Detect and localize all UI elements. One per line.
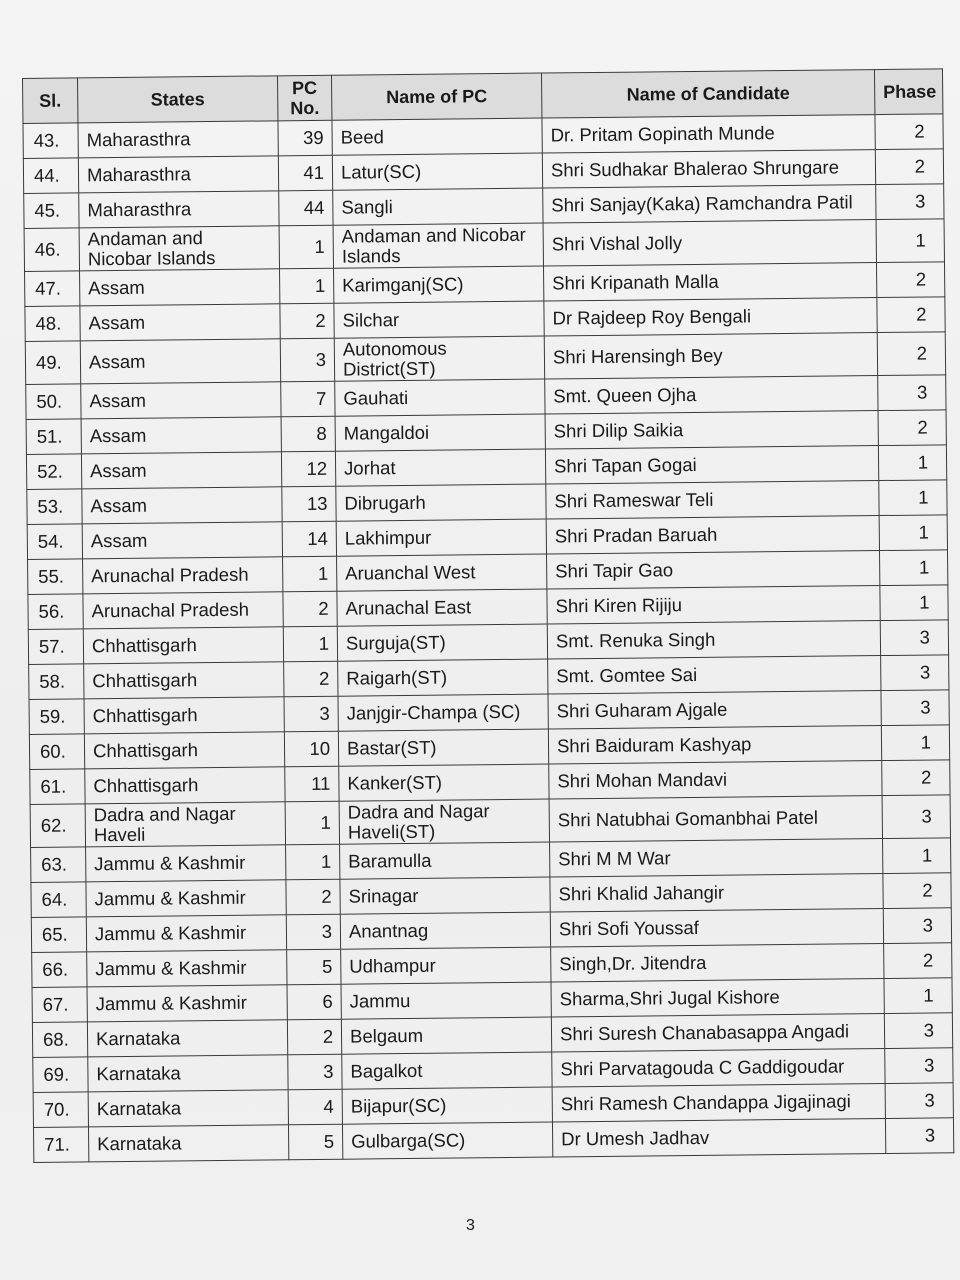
cell-sl: 47. (25, 271, 80, 307)
cell-phase: 3 (878, 375, 946, 411)
cell-pc-no: 10 (284, 731, 338, 767)
cell-candidate: Shri Rameswar Teli (546, 481, 879, 519)
cell-phase: 3 (880, 620, 948, 656)
cell-pc-name: Latur(SC) (332, 153, 542, 190)
cell-phase: 3 (881, 655, 949, 691)
cell-state: Assam (80, 339, 280, 384)
cell-sl: 68. (32, 1022, 87, 1058)
cell-state: Assam (81, 417, 281, 454)
cell-sl: 54. (27, 524, 82, 560)
cell-pc-no: 39 (278, 120, 332, 156)
cell-pc-name: Mangaldoi (335, 414, 545, 451)
cell-phase: 1 (880, 585, 948, 621)
cell-state: Chhattisgarh (84, 732, 284, 769)
cell-state: Chhattisgarh (85, 767, 285, 804)
cell-pc-name: Kanker(ST) (339, 764, 549, 801)
cell-pc-no: 2 (280, 303, 334, 339)
cell-sl: 65. (31, 917, 86, 953)
cell-sl: 51. (26, 419, 81, 455)
cell-phase: 1 (878, 445, 946, 481)
header-states: States (78, 76, 278, 123)
cell-state: Maharasthra (78, 156, 278, 193)
cell-phase: 1 (881, 725, 949, 761)
cell-pc-name: Sangli (333, 188, 543, 225)
cell-pc-name: Gulbarga(SC) (342, 1122, 552, 1159)
cell-pc-no: 3 (280, 338, 334, 382)
cell-state: Assam (82, 522, 282, 559)
cell-state: Karnataka (88, 1055, 288, 1092)
cell-pc-no: 44 (279, 190, 333, 226)
cell-sl: 63. (31, 847, 86, 883)
cell-phase: 3 (885, 1118, 953, 1154)
cell-pc-no: 4 (288, 1089, 342, 1125)
cell-pc-no: 11 (285, 766, 339, 802)
cell-candidate: Shri Sofi Youssaf (550, 909, 883, 947)
cell-sl: 46. (24, 228, 79, 272)
cell-phase: 2 (875, 149, 943, 185)
cell-state: Karnataka (87, 1020, 287, 1057)
cell-pc-no: 1 (283, 556, 337, 592)
cell-state: Maharasthra (78, 121, 278, 158)
cell-phase: 3 (876, 184, 944, 220)
cell-candidate: Shri Natubhai Gomanbhai Patel (549, 796, 882, 842)
cell-pc-no: 14 (282, 521, 336, 557)
cell-phase: 3 (881, 690, 949, 726)
cell-pc-name: Beed (332, 118, 542, 155)
cell-candidate: Singh,Dr. Jitendra (551, 944, 884, 982)
cell-sl: 66. (32, 952, 87, 988)
cell-state: Karnataka (88, 1125, 288, 1162)
cell-pc-no: 5 (288, 1124, 342, 1160)
cell-candidate: Shri Sanjay(Kaka) Ramchandra Patil (543, 185, 876, 223)
cell-candidate: Shri Khalid Jahangir (550, 874, 883, 912)
cell-state: Chhattisgarh (84, 697, 284, 734)
cell-candidate: Shri Guharam Ajgale (548, 691, 881, 729)
cell-sl: 43. (23, 123, 78, 159)
cell-sl: 58. (29, 664, 84, 700)
cell-phase: 1 (883, 838, 951, 874)
cell-candidate: Shri Mohan Mandavi (549, 761, 882, 799)
cell-pc-no: 8 (281, 416, 335, 452)
header-phase: Phase (874, 69, 942, 115)
cell-pc-name: Aruanchal West (337, 554, 547, 591)
cell-pc-name: Janjgir-Champa (SC) (338, 694, 548, 731)
cell-sl: 48. (25, 306, 80, 342)
cell-candidate: Shri Dilip Saikia (545, 411, 878, 449)
cell-sl: 52. (26, 454, 81, 490)
cell-pc-name: Bastar(ST) (338, 729, 548, 766)
cell-state: Dadra and Nagar Haveli (85, 802, 285, 847)
cell-pc-name: Jammu (341, 982, 551, 1019)
cell-sl: 49. (25, 341, 80, 385)
cell-sl: 44. (23, 158, 78, 194)
cell-sl: 64. (31, 882, 86, 918)
cell-pc-name: Belgaum (341, 1017, 551, 1054)
cell-sl: 67. (32, 987, 87, 1023)
cell-candidate: Dr Umesh Jadhav (552, 1119, 885, 1157)
cell-state: Arunachal Pradesh (83, 557, 283, 594)
cell-candidate: Dr Rajdeep Roy Bengali (544, 298, 877, 336)
cell-phase: 2 (876, 262, 944, 298)
cell-pc-name: Arunachal East (337, 589, 547, 626)
cell-candidate: Shri Harensingh Bey (544, 333, 877, 379)
cell-state: Chhattisgarh (84, 662, 284, 699)
cell-state: Andaman and Nicobar Islands (79, 226, 279, 271)
cell-pc-name: Raigarh(ST) (338, 659, 548, 696)
cell-phase: 2 (883, 873, 951, 909)
cell-pc-no: 5 (287, 949, 341, 985)
cell-sl: 59. (29, 699, 84, 735)
cell-candidate: Shri M M War (550, 839, 883, 877)
cell-pc-no: 12 (281, 451, 335, 487)
cell-pc-name: Bijapur(SC) (342, 1087, 552, 1124)
cell-pc-no: 1 (283, 626, 337, 662)
cell-state: Assam (81, 452, 281, 489)
cell-pc-name: Udhampur (341, 947, 551, 984)
cell-state: Jammu & Kashmir (87, 985, 287, 1022)
cell-phase: 2 (877, 332, 945, 376)
cell-state: Assam (80, 304, 280, 341)
cell-sl: 50. (26, 384, 81, 420)
header-name-of-candidate: Name of Candidate (541, 70, 874, 118)
cell-state: Jammu & Kashmir (87, 950, 287, 987)
cell-phase: 2 (882, 760, 950, 796)
cell-sl: 55. (28, 559, 83, 595)
cell-candidate: Shri Pradan Baruah (546, 516, 879, 554)
candidate-table-wrapper (22, 68, 960, 1163)
cell-pc-no: 1 (279, 225, 333, 269)
cell-candidate: Shri Parvatagouda C Gaddigoudar (552, 1049, 885, 1087)
cell-sl: 69. (33, 1057, 88, 1093)
page-number: 3 (466, 1217, 475, 1234)
cell-pc-no: 41 (278, 155, 332, 191)
cell-pc-name: Lakhimpur (336, 519, 546, 556)
cell-phase: 1 (876, 219, 944, 263)
cell-phase: 1 (879, 550, 947, 586)
cell-pc-name: Karimganj(SC) (334, 266, 544, 303)
cell-pc-no: 3 (284, 696, 338, 732)
cell-pc-name: Baramulla (340, 842, 550, 879)
header-pc-no: PC No. (277, 75, 331, 121)
cell-sl: 56. (28, 594, 83, 630)
header-name-of-pc: Name of PC (331, 73, 541, 120)
cell-pc-name: Silchar (334, 301, 544, 338)
cell-pc-name: Andaman and Nicobar Islands (333, 223, 543, 268)
cell-pc-name: Jorhat (335, 449, 545, 486)
cell-state: Jammu & Kashmir (86, 880, 286, 917)
cell-pc-no: 13 (282, 486, 336, 522)
cell-sl: 45. (24, 193, 79, 229)
cell-pc-name: Anantnag (340, 912, 550, 949)
cell-state: Jammu & Kashmir (86, 845, 286, 882)
cell-sl: 62. (30, 804, 85, 848)
cell-candidate: Shri Tapan Gogai (545, 446, 878, 484)
cell-candidate: Shri Kripanath Malla (543, 263, 876, 301)
cell-phase: 2 (877, 297, 945, 333)
cell-state: Assam (81, 382, 281, 419)
cell-pc-no: 6 (287, 984, 341, 1020)
cell-state: Jammu & Kashmir (86, 915, 286, 952)
cell-pc-name: Srinagar (340, 877, 550, 914)
cell-sl: 53. (27, 489, 82, 525)
cell-pc-name: Surguja(ST) (337, 624, 547, 661)
cell-candidate: Smt. Gomtee Sai (548, 656, 881, 694)
cell-phase: 3 (885, 1083, 953, 1119)
cell-sl: 60. (29, 734, 84, 770)
cell-pc-name: Bagalkot (342, 1052, 552, 1089)
cell-phase: 3 (882, 795, 950, 839)
cell-state: Arunachal Pradesh (83, 592, 283, 629)
cell-state: Maharasthra (79, 191, 279, 228)
cell-phase: 1 (884, 978, 952, 1014)
cell-candidate: Shri Tapir Gao (547, 551, 880, 589)
cell-state: Karnataka (88, 1090, 288, 1127)
cell-candidate: Smt. Queen Ojha (545, 376, 878, 414)
cell-sl: 70. (33, 1092, 88, 1128)
cell-pc-no: 1 (280, 268, 334, 304)
cell-pc-no: 3 (286, 914, 340, 950)
cell-pc-name: Dibrugarh (336, 484, 546, 521)
cell-candidate: Shri Ramesh Chandappa Jigajinagi (552, 1084, 885, 1122)
cell-phase: 3 (883, 908, 951, 944)
cell-pc-no: 1 (286, 844, 340, 880)
cell-pc-no: 2 (283, 591, 337, 627)
cell-state: Chhattisgarh (83, 627, 283, 664)
cell-candidate: Shri Baiduram Kashyap (548, 726, 881, 764)
cell-state: Assam (80, 269, 280, 306)
cell-phase: 2 (875, 114, 943, 150)
cell-pc-no: 2 (287, 1019, 341, 1055)
cell-phase: 3 (884, 1013, 952, 1049)
header-sl: Sl. (23, 78, 78, 124)
cell-pc-name: Dadra and Nagar Haveli(ST) (339, 799, 549, 844)
cell-phase: 1 (879, 480, 947, 516)
cell-sl: 71. (33, 1127, 88, 1163)
cell-pc-name: Autonomous District(ST) (334, 336, 544, 381)
cell-sl: 61. (30, 769, 85, 805)
cell-candidate: Shri Kiren Rijiju (547, 586, 880, 624)
cell-phase: 1 (879, 515, 947, 551)
cell-candidate: Shri Suresh Chanabasappa Angadi (551, 1014, 884, 1052)
cell-sl: 57. (28, 629, 83, 665)
cell-phase: 3 (885, 1048, 953, 1084)
cell-phase: 2 (884, 943, 952, 979)
cell-candidate: Smt. Renuka Singh (547, 621, 880, 659)
cell-phase: 2 (878, 410, 946, 446)
cell-pc-no: 2 (286, 879, 340, 915)
cell-candidate: Shri Vishal Jolly (543, 220, 876, 266)
cell-pc-no: 2 (284, 661, 338, 697)
cell-state: Assam (82, 487, 282, 524)
cell-pc-no: 7 (281, 381, 335, 417)
cell-pc-name: Gauhati (335, 379, 545, 416)
cell-pc-no: 3 (288, 1054, 342, 1090)
cell-candidate: Sharma,Shri Jugal Kishore (551, 979, 884, 1017)
cell-candidate: Shri Sudhakar Bhalerao Shrungare (542, 150, 875, 188)
cell-candidate: Dr. Pritam Gopinath Munde (542, 115, 875, 153)
cell-pc-no: 1 (285, 801, 339, 845)
candidate-table (22, 68, 954, 1163)
